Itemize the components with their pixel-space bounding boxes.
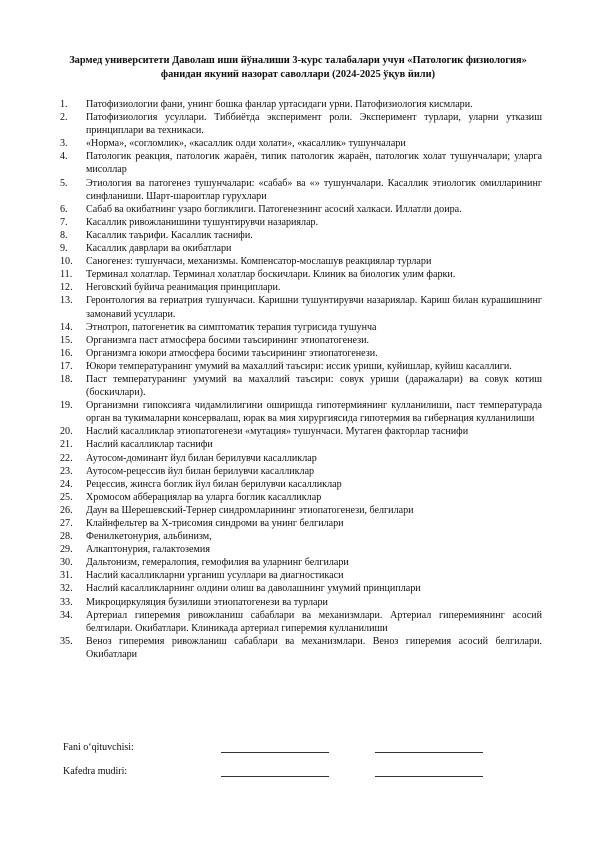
question-item (60, 150, 542, 176)
question-number: 27. (60, 518, 73, 529)
question-number: 13. (60, 295, 73, 307)
question-number: 15. (60, 334, 73, 346)
question-text: Организмга юкори атмосфера босими таъсирининг этиопатогенези. (86, 347, 378, 359)
question-number: 3. (60, 138, 68, 150)
question-text: Касаллик таърифи. Касаллик таснифи. (86, 229, 253, 241)
question-number: 29. (60, 544, 73, 556)
question-number: 26. (60, 504, 73, 516)
question-text: Терминал холатлар. Терминал холатлар боскичлари. Клиник ва биологик улим фарки. (86, 269, 456, 281)
question-number: 10. (60, 256, 73, 268)
question-number: 21. (60, 439, 73, 451)
question-text: Патофизиологии фани, унинг бошка фанлар уртасидаги урни. Патофизиология кисмлари. (86, 99, 473, 110)
question-text: Наслий касалликларни урганиш усуллари ва диагностикаси (86, 570, 344, 582)
question-text: Патофизиология усуллари. Тиббиётда эксперимент роли. Эксперимент турлари, уларни утказиш принциплари ва техникаси. (86, 112, 542, 137)
question-item (60, 556, 542, 569)
question-number: 18. (60, 373, 73, 385)
question-number: 2. (60, 112, 68, 124)
question-number: 30. (60, 557, 73, 569)
question-text: Этиология ва патогенез тушунчалари: «сабаб» ва «» тушунчалари. Касаллик этиологик омилларининг синфланиши. Шарт-шароитлар гурухлари (86, 177, 542, 202)
question-text: Аутосом-доминант йул билан берилувчи касалликлар (86, 452, 317, 464)
question-item (60, 504, 542, 517)
question-item (60, 203, 542, 216)
question-item (60, 268, 542, 281)
question-number: 28. (60, 531, 73, 543)
question-item (60, 609, 542, 635)
signature-line-name (221, 776, 329, 777)
question-number: 34. (60, 609, 73, 621)
question-item (60, 242, 542, 255)
question-text: Даун ва Шерешевский-Тернер синдромларининг этиопатогенези, белгилари (86, 504, 414, 516)
question-number: 17. (60, 360, 73, 372)
question-number: 12. (60, 282, 73, 294)
question-number: 19. (60, 400, 73, 412)
question-text: Сабаб ва окибатнинг узаро богликлиги. Патогенезнинг асосий халкаси. Иллатли доира. (86, 203, 462, 215)
signature-line-name (221, 752, 329, 753)
question-item (60, 360, 542, 373)
question-number: 1. (60, 99, 68, 110)
question-text: Паст температуранинг умумий ва махаллий таъсири: совук уриши (даражалари) ва совук котиш (боскичлари). (86, 373, 542, 399)
question-number: 11. (60, 269, 73, 281)
question-text: Дальтонизм, гемералопия, гемофилия ва уларнинг белгилари (86, 557, 349, 569)
question-item (60, 425, 542, 438)
question-text: Микроциркуляция бузилиши этиопатогенези ва турлари (86, 596, 328, 608)
question-item (60, 281, 542, 294)
question-number: 16. (60, 347, 73, 359)
question-text: Артериал гиперемия ривожланиш сабаблари ва механизмлари. Артериал гиперемиянинг асосий белгилари. Окибатлари. Клиникада артериал гиперемия кулланилиши (86, 609, 542, 634)
question-text: Наслий касалликлар этиопатогенези «мутация» тушунчаси. Мутаген факторлар таснифи (86, 426, 469, 438)
question-item (60, 491, 542, 504)
question-number: 5. (60, 177, 68, 189)
document-title: Зармед университети Даволаш иши йўналиши 3-курс талабалари учун «Патологик физиология» фанидан якуний назорат саволлари (2024-2025 ўқув йили) (69, 55, 527, 80)
question-item (60, 478, 542, 491)
signature-line-sign (375, 752, 483, 753)
question-text: Касаллик даврлари ва окибатлари (86, 243, 232, 255)
question-text: Патологик реакция, патологик жараён, типик патологик жараён, патологик холат тушунчалари; уларга мисоллар (86, 151, 542, 176)
question-number: 8. (60, 229, 68, 241)
question-text: Фенилкетонурия, альбинизм, (86, 531, 212, 543)
question-item (60, 321, 542, 334)
question-text: Веноз гиперемия ривожланиш сабаблари ва механизмлари. Веноз гиперемия асосий белгилари. Окибатлари (86, 635, 542, 660)
question-list (60, 98, 542, 661)
question-item (60, 543, 542, 556)
question-item (60, 137, 542, 150)
question-text: Саногенез: тушунчаси, механизмы. Компенсатор-мослашув реакциялар турлари (86, 256, 432, 268)
question-text: Касаллик ривожланишини тушунтирувчи назариялар. (86, 216, 319, 228)
question-item (60, 373, 542, 399)
question-text: Этнотроп, патогенетик ва симптоматик терапия тугрисида тушунча (86, 321, 377, 333)
question-text: Юкори температуранинг умумий ва махаллий таъсири: иссик уриши, куйишлар, куйиш касаллиги. (86, 360, 512, 372)
question-item (60, 596, 542, 609)
question-number: 4. (60, 151, 68, 163)
question-item (60, 177, 542, 203)
question-item (60, 517, 542, 530)
question-item (60, 98, 542, 111)
question-text: Неговский буйича реанимация принциплари. (86, 282, 281, 294)
question-number: 14. (60, 321, 73, 333)
question-text: Алкаптонурия, галактоземия (86, 544, 210, 556)
question-number: 9. (60, 243, 68, 255)
question-number: 25. (60, 491, 73, 503)
question-text: Наслий касалликларнинг олдини олиш ва даволашнинг умумий принциплари (86, 583, 421, 595)
question-number: 20. (60, 426, 73, 438)
question-item (60, 438, 542, 451)
question-text: Аутосом-рецессив йул билан берилувчи касалликлар (86, 465, 315, 477)
question-text: Геронтология ва гериатрия тушунчаси. Каришни тушунтирувчи назариялар. Кариш билан курашишнинг замонавий усуллари. (86, 295, 542, 320)
question-text: Хромосом абберациялар ва уларга боглик касалликлар (86, 491, 322, 503)
signature-line-sign (375, 776, 483, 777)
question-item (60, 216, 542, 229)
question-item (60, 399, 542, 425)
question-text: Рецессив, жинсга боглик йул билан берилувчи касалликлар (86, 478, 342, 490)
question-number: 24. (60, 478, 73, 490)
question-number: 6. (60, 203, 68, 215)
question-text: Наслий касалликлар таснифи (86, 439, 213, 451)
question-item (60, 465, 542, 478)
question-number: 33. (60, 596, 73, 608)
question-item (60, 347, 542, 360)
question-text: Организмга паст атмосфера босими таъсирининг этиопатогенези. (86, 334, 370, 346)
question-item (60, 229, 542, 242)
question-item (60, 582, 542, 595)
question-item (60, 334, 542, 347)
question-item (60, 569, 542, 582)
question-number: 31. (60, 570, 73, 582)
question-number: 22. (60, 452, 73, 464)
question-item (60, 530, 542, 543)
question-item (60, 635, 542, 661)
question-number: 7. (60, 216, 68, 228)
signature-label-head: Kafedra mudiri: (63, 766, 128, 777)
question-number: 23. (60, 465, 73, 477)
question-item (60, 111, 542, 137)
signature-label-teacher: Fani o‘qituvchisi: (63, 742, 134, 753)
question-item (60, 255, 542, 268)
question-number: 32. (60, 583, 73, 595)
question-item (60, 294, 542, 320)
question-text: Организмни гипоксияга чидамлилигини оширишда гипотермиянинг кулланилиши, паст температурада орган ва тукималарни консервалаш, юрак ва мия хирургиясида гипотермия ва гибернация кулланилиши (86, 400, 542, 425)
question-item (60, 452, 542, 465)
question-number: 35. (60, 635, 73, 647)
question-text: «Норма», «согломлик», «касаллик олди холати», «касаллик» тушунчалари (86, 138, 406, 150)
question-text: Клайнфельтер ва Х-трисомия синдроми ва унинг белгилари (86, 518, 344, 529)
